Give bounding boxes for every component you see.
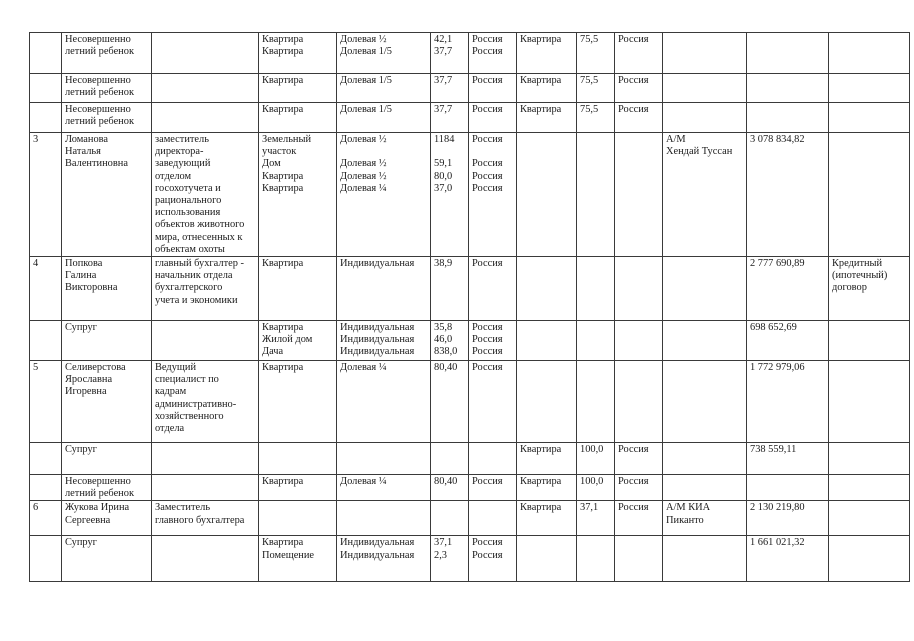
table-row: [30, 475, 910, 501]
ownership-type-cell: Долевая ¼: [337, 361, 431, 443]
used-area-cell: [577, 257, 615, 321]
declared-income-cell: [747, 475, 829, 501]
declared-income-cell: 1 772 979,06: [747, 361, 829, 443]
used-object-type-cell: Квартира: [517, 74, 577, 103]
position-cell: [152, 74, 259, 103]
owned-object-type-cell: Квартира: [259, 103, 337, 133]
ownership-type-cell: Индивидуальная Индивидуальная: [337, 536, 431, 582]
person-name-cell: Несовершенно летний ребенок: [62, 33, 152, 74]
owned-country-cell: Россия Россия Россия: [469, 321, 517, 361]
used-area-cell: [577, 133, 615, 257]
row-number-cell: [30, 33, 62, 74]
owned-area-cell: 80,40: [431, 475, 469, 501]
owned-country-cell: Россия: [469, 103, 517, 133]
used-country-cell: Россия: [615, 103, 663, 133]
owned-country-cell: Россия Россия: [469, 536, 517, 582]
funds-source-cell: Кредитный (ипотечный) договор: [829, 257, 910, 321]
position-cell: [152, 321, 259, 361]
table-row: [30, 536, 910, 582]
table-row: [30, 74, 910, 103]
vehicles-cell: [663, 475, 747, 501]
owned-object-type-cell: [259, 501, 337, 536]
income-declaration-table: [29, 32, 910, 582]
funds-source-cell: [829, 33, 910, 74]
used-object-type-cell: Квартира: [517, 443, 577, 475]
person-name-cell: Ломанова Наталья Валентиновна: [62, 133, 152, 257]
used-country-cell: Россия: [615, 74, 663, 103]
row-number-cell: 3: [30, 133, 62, 257]
used-country-cell: [615, 361, 663, 443]
used-country-cell: Россия: [615, 475, 663, 501]
position-cell: [152, 33, 259, 74]
position-cell: главный бухгалтер - начальник отдела бухгалтерского учета и экономики: [152, 257, 259, 321]
funds-source-cell: [829, 361, 910, 443]
position-cell: [152, 103, 259, 133]
row-number-cell: [30, 536, 62, 582]
funds-source-cell: [829, 74, 910, 103]
vehicles-cell: [663, 321, 747, 361]
declared-income-cell: 3 078 834,82: [747, 133, 829, 257]
owned-object-type-cell: [259, 443, 337, 475]
row-number-cell: [30, 321, 62, 361]
used-object-type-cell: [517, 257, 577, 321]
owned-country-cell: Россия: [469, 257, 517, 321]
used-object-type-cell: [517, 361, 577, 443]
declared-income-cell: 1 661 021,32: [747, 536, 829, 582]
funds-source-cell: [829, 321, 910, 361]
used-area-cell: 37,1: [577, 501, 615, 536]
used-country-cell: [615, 257, 663, 321]
owned-country-cell: [469, 443, 517, 475]
used-country-cell: Россия: [615, 443, 663, 475]
owned-country-cell: Россия: [469, 361, 517, 443]
person-name-cell: Несовершенно летний ребенок: [62, 74, 152, 103]
person-name-cell: Супруг: [62, 536, 152, 582]
person-name-cell: Селиверстова Ярославна Игоревна: [62, 361, 152, 443]
ownership-type-cell: Долевая ½ Долевая 1/5: [337, 33, 431, 74]
used-area-cell: 100,0: [577, 443, 615, 475]
owned-area-cell: 37,7: [431, 103, 469, 133]
row-number-cell: [30, 74, 62, 103]
table-row: [30, 103, 910, 133]
owned-area-cell: 37,7: [431, 74, 469, 103]
ownership-type-cell: Долевая 1/5: [337, 74, 431, 103]
person-name-cell: Жукова Ирина Сергеевна: [62, 501, 152, 536]
owned-area-cell: [431, 501, 469, 536]
vehicles-cell: [663, 443, 747, 475]
used-area-cell: [577, 321, 615, 361]
used-area-cell: [577, 361, 615, 443]
vehicles-cell: [663, 103, 747, 133]
vehicles-cell: [663, 257, 747, 321]
position-cell: [152, 536, 259, 582]
declared-income-cell: [747, 103, 829, 133]
used-country-cell: [615, 133, 663, 257]
ownership-type-cell: Индивидуальная: [337, 257, 431, 321]
table-row: [30, 501, 910, 536]
declared-income-cell: 2 130 219,80: [747, 501, 829, 536]
table-row: [30, 133, 910, 257]
owned-country-cell: [469, 501, 517, 536]
declared-income-cell: 698 652,69: [747, 321, 829, 361]
vehicles-cell: [663, 74, 747, 103]
used-object-type-cell: Квартира: [517, 103, 577, 133]
used-object-type-cell: Квартира: [517, 475, 577, 501]
person-name-cell: Супруг: [62, 443, 152, 475]
used-area-cell: [577, 536, 615, 582]
person-name-cell: Попкова Галина Викторовна: [62, 257, 152, 321]
owned-object-type-cell: Квартира: [259, 257, 337, 321]
used-area-cell: 75,5: [577, 74, 615, 103]
declared-income-cell: [747, 74, 829, 103]
funds-source-cell: [829, 133, 910, 257]
table-row: [30, 257, 910, 321]
owned-object-type-cell: Квартира: [259, 74, 337, 103]
used-country-cell: [615, 321, 663, 361]
owned-area-cell: 80,40: [431, 361, 469, 443]
ownership-type-cell: Долевая 1/5: [337, 103, 431, 133]
owned-area-cell: 1184 59,1 80,0 37,0: [431, 133, 469, 257]
ownership-type-cell: [337, 443, 431, 475]
position-cell: Заместитель главного бухгалтера: [152, 501, 259, 536]
used-object-type-cell: [517, 133, 577, 257]
declared-income-cell: 2 777 690,89: [747, 257, 829, 321]
table-row: [30, 33, 910, 74]
owned-country-cell: Россия Россия Россия Россия: [469, 133, 517, 257]
funds-source-cell: [829, 443, 910, 475]
owned-object-type-cell: Квартира Жилой дом Дача: [259, 321, 337, 361]
person-name-cell: Несовершенно летний ребенок: [62, 475, 152, 501]
owned-area-cell: 38,9: [431, 257, 469, 321]
owned-country-cell: Россия Россия: [469, 33, 517, 74]
ownership-type-cell: [337, 501, 431, 536]
person-name-cell: Несовершенно летний ребенок: [62, 103, 152, 133]
vehicles-cell: А/М Хендай Туссан: [663, 133, 747, 257]
ownership-type-cell: Долевая ½ Долевая ½ Долевая ½ Долевая ¼: [337, 133, 431, 257]
table-row: [30, 321, 910, 361]
position-cell: [152, 443, 259, 475]
owned-object-type-cell: Квартира Помещение: [259, 536, 337, 582]
row-number-cell: [30, 443, 62, 475]
vehicles-cell: А/М КИА Пиканто: [663, 501, 747, 536]
owned-area-cell: 42,1 37,7: [431, 33, 469, 74]
position-cell: Ведущий специалист по кадрам административно- хозяйственного отдела: [152, 361, 259, 443]
used-country-cell: [615, 536, 663, 582]
declaration-table-page: [29, 32, 909, 581]
used-object-type-cell: [517, 321, 577, 361]
position-cell: заместитель директора- заведующий отделом госохотучета и рационального использования объектов животного мира, отнесенных к объектам охоты: [152, 133, 259, 257]
table-row: [30, 361, 910, 443]
table-row: [30, 443, 910, 475]
owned-country-cell: Россия: [469, 74, 517, 103]
funds-source-cell: [829, 501, 910, 536]
funds-source-cell: [829, 536, 910, 582]
owned-area-cell: [431, 443, 469, 475]
funds-source-cell: [829, 103, 910, 133]
ownership-type-cell: Индивидуальная Индивидуальная Индивидуальная: [337, 321, 431, 361]
owned-area-cell: 37,1 2,3: [431, 536, 469, 582]
owned-object-type-cell: Квартира: [259, 475, 337, 501]
vehicles-cell: [663, 536, 747, 582]
table-body: [30, 33, 910, 582]
used-area-cell: 75,5: [577, 33, 615, 74]
owned-object-type-cell: Квартира Квартира: [259, 33, 337, 74]
vehicles-cell: [663, 361, 747, 443]
owned-object-type-cell: Квартира: [259, 361, 337, 443]
vehicles-cell: [663, 33, 747, 74]
row-number-cell: [30, 475, 62, 501]
row-number-cell: 5: [30, 361, 62, 443]
used-area-cell: 100,0: [577, 475, 615, 501]
used-country-cell: Россия: [615, 501, 663, 536]
row-number-cell: [30, 103, 62, 133]
used-object-type-cell: [517, 536, 577, 582]
person-name-cell: Супруг: [62, 321, 152, 361]
used-object-type-cell: Квартира: [517, 33, 577, 74]
funds-source-cell: [829, 475, 910, 501]
owned-area-cell: 35,8 46,0 838,0: [431, 321, 469, 361]
position-cell: [152, 475, 259, 501]
row-number-cell: 4: [30, 257, 62, 321]
row-number-cell: 6: [30, 501, 62, 536]
used-object-type-cell: Квартира: [517, 501, 577, 536]
declared-income-cell: [747, 33, 829, 74]
ownership-type-cell: Долевая ¼: [337, 475, 431, 501]
owned-object-type-cell: Земельный участок Дом Квартира Квартира: [259, 133, 337, 257]
declared-income-cell: 738 559,11: [747, 443, 829, 475]
used-area-cell: 75,5: [577, 103, 615, 133]
used-country-cell: Россия: [615, 33, 663, 74]
owned-country-cell: Россия: [469, 475, 517, 501]
